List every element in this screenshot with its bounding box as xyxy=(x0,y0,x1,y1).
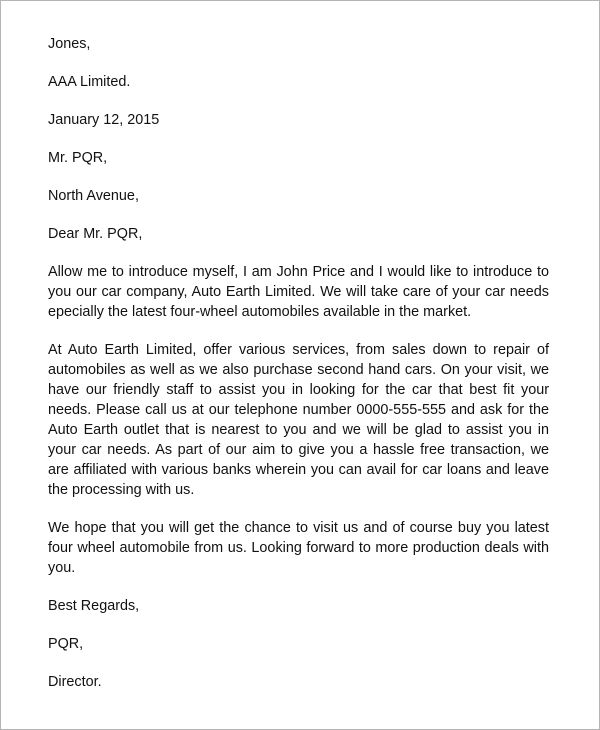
signer-title: Director. xyxy=(48,674,102,690)
body-paragraph-2: At Auto Earth Limited, offer various services, from sales down to repair of automobiles as well as we also purchase second hand cars. On your visit, we have our friendly staff to assist you in looking for the car that best fit your needs. Please call us at our telephone number 0000-555-555 and ask for the Auto Earth outlet that is nearest to you and we will be glad to assist you in your car needs. As part of our aim to give you a hassle free transaction, we are affiliated with various banks wherein you can avail for car loans and leave the processing with us. xyxy=(48,342,549,498)
salutation: Dear Mr. PQR, xyxy=(48,226,143,242)
letter-date: January 12, 2015 xyxy=(48,112,160,128)
body-paragraph-1: Allow me to introduce myself, I am John Price and I would like to introduce to you our car company, Auto Earth Limited. We will take care of your car needs epecially the latest four-wheel automobiles available in the market. xyxy=(48,264,549,320)
valediction: Best Regards, xyxy=(48,598,140,614)
sender-name: Jones, xyxy=(48,36,91,52)
letter-body xyxy=(48,34,549,692)
recipient-name: Mr. PQR, xyxy=(48,150,108,166)
signer-name: PQR, xyxy=(48,636,84,652)
recipient-address: North Avenue, xyxy=(48,188,139,204)
body-paragraph-3: We hope that you will get the chance to visit us and of course buy you latest four wheel automobile from us. Looking forward to more production deals with you. xyxy=(48,520,549,576)
sender-company: AAA Limited. xyxy=(48,74,131,90)
